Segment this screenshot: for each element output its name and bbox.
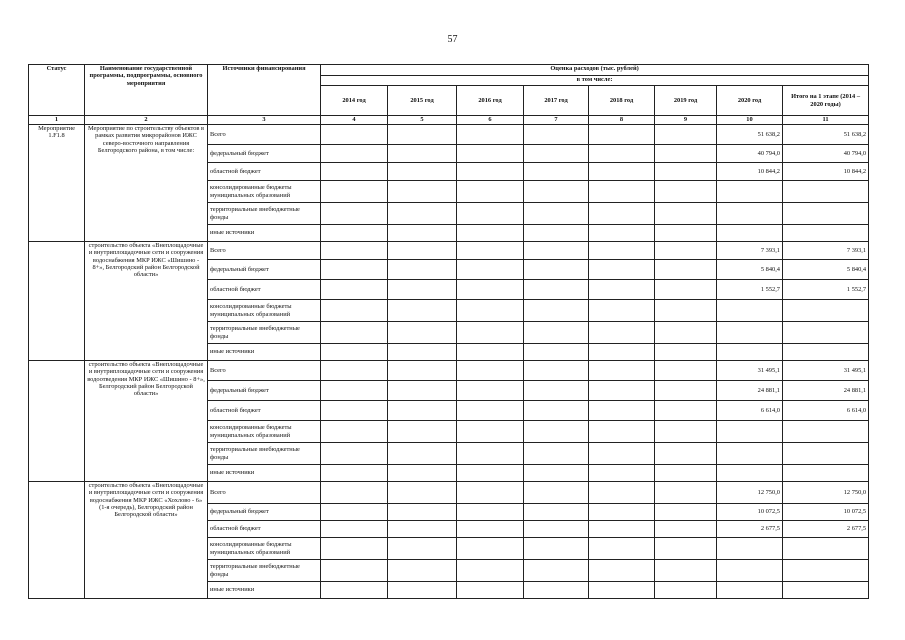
value-total-cell <box>783 322 869 344</box>
value-2020-cell: 7 393,1 <box>717 242 783 260</box>
year-value-cell <box>655 538 717 560</box>
value-2020-cell <box>717 582 783 599</box>
year-value-cell <box>589 260 655 280</box>
header-sources: Источники финансирования <box>208 65 321 116</box>
year-value-cell <box>388 125 457 145</box>
status-cell: Мероприятие 1.F1.8 <box>29 125 85 242</box>
year-value-cell <box>589 482 655 504</box>
col-number: 4 <box>321 116 388 125</box>
value-total-cell: 5 840,4 <box>783 260 869 280</box>
value-total-cell: 6 614,0 <box>783 401 869 421</box>
year-value-cell <box>457 203 524 225</box>
value-2020-cell <box>717 560 783 582</box>
funding-source-cell: Всего <box>208 361 321 381</box>
year-value-cell <box>589 582 655 599</box>
value-2020-cell <box>717 465 783 482</box>
year-value-cell <box>388 322 457 344</box>
value-total-cell <box>783 300 869 322</box>
year-value-cell <box>589 242 655 260</box>
year-value-cell <box>655 482 717 504</box>
year-value-cell <box>655 443 717 465</box>
funding-source-cell: областной бюджет <box>208 163 321 181</box>
year-value-cell <box>321 482 388 504</box>
year-value-cell <box>457 125 524 145</box>
value-total-cell <box>783 421 869 443</box>
funding-source-cell: областной бюджет <box>208 521 321 538</box>
funding-source-cell: иные источники <box>208 582 321 599</box>
year-value-cell <box>589 225 655 242</box>
year-value-cell <box>388 465 457 482</box>
year-value-cell <box>457 465 524 482</box>
header-status: Статус <box>29 65 85 116</box>
funding-source-cell: иные источники <box>208 344 321 361</box>
table-row <box>29 361 869 381</box>
year-value-cell <box>321 381 388 401</box>
year-value-cell <box>457 521 524 538</box>
year-value-cell <box>457 280 524 300</box>
year-value-cell <box>655 582 717 599</box>
year-value-cell <box>321 145 388 163</box>
value-2020-cell: 2 677,5 <box>717 521 783 538</box>
value-2020-cell: 6 614,0 <box>717 401 783 421</box>
value-2020-cell <box>717 181 783 203</box>
year-value-cell <box>457 482 524 504</box>
year-value-cell <box>589 181 655 203</box>
value-2020-cell <box>717 421 783 443</box>
value-2020-cell <box>717 322 783 344</box>
funding-source-cell: иные источники <box>208 465 321 482</box>
table-row <box>29 242 869 260</box>
header-year: 2018 год <box>589 86 655 116</box>
year-value-cell <box>655 344 717 361</box>
year-value-cell <box>388 300 457 322</box>
year-value-cell <box>388 344 457 361</box>
year-value-cell <box>321 401 388 421</box>
header-year: 2020 год <box>717 86 783 116</box>
funding-source-cell: федеральный бюджет <box>208 381 321 401</box>
year-value-cell <box>524 260 589 280</box>
year-value-cell <box>589 322 655 344</box>
status-cell <box>29 361 85 482</box>
table-row <box>29 125 869 145</box>
value-2020-cell <box>717 203 783 225</box>
header-estimate: Оценка расходов (тыс. рублей) <box>321 65 869 76</box>
measure-name-cell: строительство объекта «Внеплощадочные и внутриплощадочные сети и сооружения водоснабжения МКР ИЖС «Хохлово - 6» (1-я очередь), Белгородский район Белгородской области» <box>85 482 208 599</box>
year-value-cell <box>655 504 717 521</box>
year-value-cell <box>388 401 457 421</box>
year-value-cell <box>524 538 589 560</box>
value-total-cell: 10 072,5 <box>783 504 869 521</box>
year-value-cell <box>457 163 524 181</box>
year-value-cell <box>524 421 589 443</box>
year-value-cell <box>457 181 524 203</box>
header-year: 2017 год <box>524 86 589 116</box>
year-value-cell <box>457 322 524 344</box>
value-2020-cell: 10 844,2 <box>717 163 783 181</box>
year-value-cell <box>321 504 388 521</box>
measure-name-cell: Мероприятие по строительству объектов в рамках развития микрорайонов ИЖС северо-восточного направления Белгородского района, в том числе: <box>85 125 208 242</box>
value-total-cell: 40 794,0 <box>783 145 869 163</box>
year-value-cell <box>524 145 589 163</box>
year-value-cell <box>457 260 524 280</box>
year-value-cell <box>589 521 655 538</box>
year-value-cell <box>655 203 717 225</box>
year-value-cell <box>589 163 655 181</box>
funding-source-cell: иные источники <box>208 225 321 242</box>
year-value-cell <box>321 203 388 225</box>
year-value-cell <box>457 504 524 521</box>
col-number: 9 <box>655 116 717 125</box>
funding-source-cell: консолидированные бюджеты муниципальных образований <box>208 181 321 203</box>
year-value-cell <box>524 482 589 504</box>
value-2020-cell <box>717 344 783 361</box>
value-2020-cell: 5 840,4 <box>717 260 783 280</box>
year-value-cell <box>388 482 457 504</box>
col-number: 8 <box>589 116 655 125</box>
year-value-cell <box>524 181 589 203</box>
year-value-cell <box>388 280 457 300</box>
year-value-cell <box>524 521 589 538</box>
value-total-cell: 24 881,1 <box>783 381 869 401</box>
value-total-cell <box>783 560 869 582</box>
funding-source-cell: Всего <box>208 482 321 504</box>
value-2020-cell: 24 881,1 <box>717 381 783 401</box>
year-value-cell <box>457 443 524 465</box>
year-value-cell <box>321 163 388 181</box>
funding-source-cell: областной бюджет <box>208 280 321 300</box>
value-total-cell: 12 750,0 <box>783 482 869 504</box>
year-value-cell <box>589 538 655 560</box>
year-value-cell <box>321 225 388 242</box>
value-2020-cell: 51 638,2 <box>717 125 783 145</box>
value-2020-cell <box>717 300 783 322</box>
year-value-cell <box>655 421 717 443</box>
year-value-cell <box>321 443 388 465</box>
year-value-cell <box>388 421 457 443</box>
year-value-cell <box>321 280 388 300</box>
year-value-cell <box>655 560 717 582</box>
value-total-cell <box>783 225 869 242</box>
year-value-cell <box>524 361 589 381</box>
year-value-cell <box>388 538 457 560</box>
funding-source-cell: консолидированные бюджеты муниципальных образований <box>208 538 321 560</box>
year-value-cell <box>524 381 589 401</box>
value-2020-cell: 31 495,1 <box>717 361 783 381</box>
year-value-cell <box>388 443 457 465</box>
year-value-cell <box>589 203 655 225</box>
col-number: 6 <box>457 116 524 125</box>
year-value-cell <box>655 260 717 280</box>
year-value-cell <box>524 560 589 582</box>
year-value-cell <box>589 300 655 322</box>
value-total-cell: 10 844,2 <box>783 163 869 181</box>
year-value-cell <box>388 381 457 401</box>
year-value-cell <box>655 361 717 381</box>
year-value-cell <box>589 421 655 443</box>
value-total-cell <box>783 181 869 203</box>
funding-source-cell: консолидированные бюджеты муниципальных образований <box>208 421 321 443</box>
col-number: 3 <box>208 116 321 125</box>
page-number: 57 <box>447 34 458 45</box>
value-total-cell <box>783 203 869 225</box>
year-value-cell <box>655 300 717 322</box>
year-value-cell <box>457 560 524 582</box>
year-value-cell <box>457 401 524 421</box>
funding-source-cell: территориальные внебюджетные фонды <box>208 443 321 465</box>
year-value-cell <box>655 401 717 421</box>
value-2020-cell: 1 552,7 <box>717 280 783 300</box>
year-value-cell <box>655 225 717 242</box>
year-value-cell <box>321 421 388 443</box>
funding-source-cell: федеральный бюджет <box>208 260 321 280</box>
year-value-cell <box>655 381 717 401</box>
year-value-cell <box>321 465 388 482</box>
year-value-cell <box>524 225 589 242</box>
year-value-cell <box>321 125 388 145</box>
year-value-cell <box>655 465 717 482</box>
year-value-cell <box>321 521 388 538</box>
year-value-cell <box>589 443 655 465</box>
col-number: 2 <box>85 116 208 125</box>
year-value-cell <box>388 260 457 280</box>
value-total-cell: 51 638,2 <box>783 125 869 145</box>
year-value-cell <box>388 145 457 163</box>
year-value-cell <box>321 181 388 203</box>
value-2020-cell: 10 072,5 <box>717 504 783 521</box>
year-value-cell <box>321 361 388 381</box>
year-value-cell <box>388 582 457 599</box>
year-value-cell <box>524 344 589 361</box>
measure-name-cell: строительство объекта «Внеплощадочные и внутриплощадочные сети и сооружения водоотведения МКР ИЖС «Шишино - 8+», Белгородский район Белгородской области» <box>85 361 208 482</box>
year-value-cell <box>655 521 717 538</box>
year-value-cell <box>321 344 388 361</box>
value-2020-cell <box>717 443 783 465</box>
funding-source-cell: Всего <box>208 125 321 145</box>
year-value-cell <box>655 145 717 163</box>
year-value-cell <box>457 538 524 560</box>
year-value-cell <box>321 538 388 560</box>
year-value-cell <box>524 203 589 225</box>
year-value-cell <box>388 521 457 538</box>
year-value-cell <box>589 125 655 145</box>
value-total-cell: 1 552,7 <box>783 280 869 300</box>
year-value-cell <box>524 300 589 322</box>
year-value-cell <box>388 504 457 521</box>
col-number: 7 <box>524 116 589 125</box>
year-value-cell <box>321 242 388 260</box>
year-value-cell <box>388 163 457 181</box>
year-value-cell <box>589 560 655 582</box>
year-value-cell <box>655 125 717 145</box>
year-value-cell <box>321 322 388 344</box>
year-value-cell <box>524 582 589 599</box>
header-including: в том числе: <box>321 76 869 86</box>
year-value-cell <box>524 443 589 465</box>
funding-source-cell: территориальные внебюджетные фонды <box>208 322 321 344</box>
year-value-cell <box>388 361 457 381</box>
year-value-cell <box>589 344 655 361</box>
funding-source-cell: областной бюджет <box>208 401 321 421</box>
year-value-cell <box>589 361 655 381</box>
budget-table <box>28 64 869 599</box>
year-value-cell <box>589 465 655 482</box>
col-number: 11 <box>783 116 869 125</box>
year-value-cell <box>524 242 589 260</box>
year-value-cell <box>524 163 589 181</box>
year-value-cell <box>321 560 388 582</box>
year-value-cell <box>457 582 524 599</box>
year-value-cell <box>589 280 655 300</box>
funding-source-cell: федеральный бюджет <box>208 145 321 163</box>
year-value-cell <box>589 504 655 521</box>
col-number: 5 <box>388 116 457 125</box>
year-value-cell <box>457 242 524 260</box>
year-value-cell <box>457 300 524 322</box>
year-value-cell <box>388 181 457 203</box>
year-value-cell <box>524 322 589 344</box>
year-value-cell <box>457 421 524 443</box>
header-year: 2019 год <box>655 86 717 116</box>
value-2020-cell: 12 750,0 <box>717 482 783 504</box>
header-year: 2014 год <box>321 86 388 116</box>
status-cell <box>29 482 85 599</box>
col-number: 10 <box>717 116 783 125</box>
header-year: 2016 год <box>457 86 524 116</box>
year-value-cell <box>655 242 717 260</box>
value-total-cell <box>783 465 869 482</box>
value-total-cell <box>783 443 869 465</box>
value-total-cell: 31 495,1 <box>783 361 869 381</box>
year-value-cell <box>655 322 717 344</box>
value-total-cell <box>783 582 869 599</box>
year-value-cell <box>388 242 457 260</box>
year-value-cell <box>457 145 524 163</box>
funding-source-cell: консолидированные бюджеты муниципальных образований <box>208 300 321 322</box>
col-number: 1 <box>29 116 85 125</box>
value-total-cell: 7 393,1 <box>783 242 869 260</box>
year-value-cell <box>524 401 589 421</box>
status-cell <box>29 242 85 361</box>
header-name: Наименование государственной программы, подпрограммы, основного мероприятия <box>85 65 208 116</box>
year-value-cell <box>457 344 524 361</box>
year-value-cell <box>655 181 717 203</box>
year-value-cell <box>589 401 655 421</box>
year-value-cell <box>524 465 589 482</box>
value-total-cell <box>783 344 869 361</box>
year-value-cell <box>457 225 524 242</box>
year-value-cell <box>524 125 589 145</box>
year-value-cell <box>321 260 388 280</box>
year-value-cell <box>321 582 388 599</box>
year-value-cell <box>457 361 524 381</box>
year-value-cell <box>655 280 717 300</box>
funding-source-cell: Всего <box>208 242 321 260</box>
header-year: 2015 год <box>388 86 457 116</box>
year-value-cell <box>388 225 457 242</box>
header-total: Итого на 1 этапе (2014 – 2020 годы) <box>783 86 869 116</box>
year-value-cell <box>589 381 655 401</box>
value-total-cell <box>783 538 869 560</box>
year-value-cell <box>524 280 589 300</box>
value-total-cell: 2 677,5 <box>783 521 869 538</box>
year-value-cell <box>321 300 388 322</box>
year-value-cell <box>524 504 589 521</box>
value-2020-cell <box>717 225 783 242</box>
measure-name-cell: строительство объекта «Внеплощадочные и внутриплощадочные сети и сооружения водоснабжения МКР ИЖС «Шишино - 8+», Белгородский район Белгородской области» <box>85 242 208 361</box>
year-value-cell <box>589 145 655 163</box>
year-value-cell <box>655 163 717 181</box>
table-row <box>29 482 869 504</box>
value-2020-cell: 40 794,0 <box>717 145 783 163</box>
year-value-cell <box>388 560 457 582</box>
year-value-cell <box>388 203 457 225</box>
column-numbers-row <box>29 116 869 125</box>
year-value-cell <box>457 381 524 401</box>
value-2020-cell <box>717 538 783 560</box>
funding-source-cell: федеральный бюджет <box>208 504 321 521</box>
funding-source-cell: территориальные внебюджетные фонды <box>208 203 321 225</box>
funding-source-cell: территориальные внебюджетные фонды <box>208 560 321 582</box>
